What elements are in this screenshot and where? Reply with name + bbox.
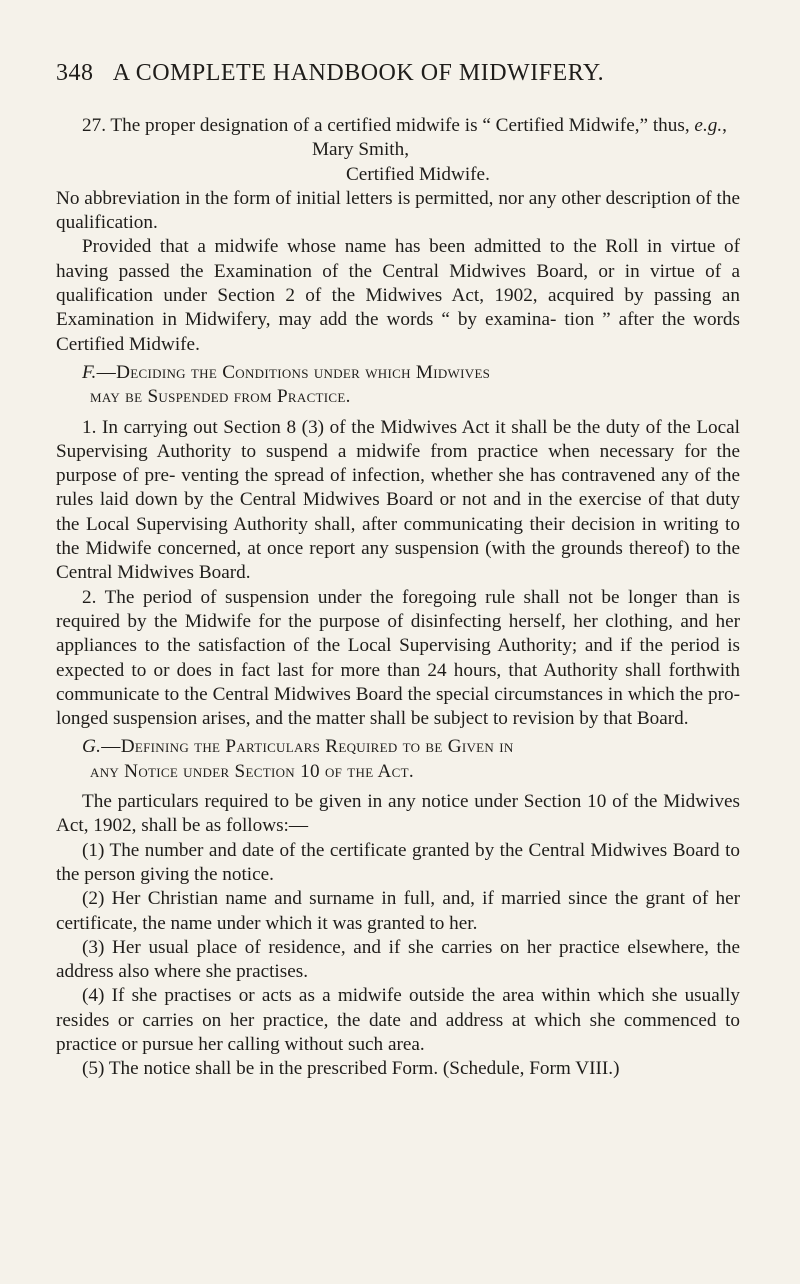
section-g-item-2: (2) Her Christian name and surname in full, and, if married since the grant of her certificate, the name under which it was granted to her. (56, 888, 740, 934)
section-f-letter: F. (82, 361, 97, 383)
signature-name: Mary Smith, (312, 139, 410, 161)
section-f-title-line2: may be Suspended from Practice. (90, 386, 351, 408)
book-page (56, 58, 740, 1082)
section-g-item-1: (1) The number and date of the certificate granted by the Central Midwives Board to the person giving the notice. (56, 839, 740, 885)
signature-example (56, 138, 740, 187)
section-g-letter: G. (82, 736, 102, 758)
section-g-intro: The particulars required to be given in any notice under Section 10 of the Midwives Act, 1902, shall be as follows:— (56, 791, 740, 837)
section-f-title-line1: —Deciding the Conditions under which Midwives (96, 361, 491, 383)
running-title: A COMPLETE HANDBOOK OF MIDWIFERY. (112, 60, 605, 86)
page-body (56, 114, 740, 1082)
paragraph-27 (56, 114, 740, 138)
paragraph-27-end: , (722, 115, 727, 136)
section-g-title-line2: any Notice under Section 10 of the Act. (90, 760, 414, 782)
section-f-heading (56, 361, 740, 410)
section-f-paragraph-2: 2. The period of suspension under the foregoing rule shall not be longer than is required by the Midwife for the purpose of disinfecting herself, her clothing, and her appliances to the satisfaction of the Local Supervising Authority; and if the period is expected to or does in fact last for more than 24 hours, that Authority shall forthwith communicate to the Central Midwives Board the special circumstances in which the pro- longed suspension arises, and the matter shall be subject to revision by that Board. (56, 586, 740, 730)
paragraph-provided: Provided that a midwife whose name has been admitted to the Roll in virtue of having passed the Examination of the Central Midwives Board, or in virtue of a qualification under Section 2 of the Midwives Act, 1902, acquired by passing an Examination in Midwifery, may add the words “ by examina- tion ” after the words Certified Midwife. (56, 236, 740, 355)
eg-abbreviation: e.g. (694, 115, 723, 136)
section-g-heading (56, 735, 740, 784)
paragraph-27-text: 27. The proper designation of a certified midwife is “ Certified Midwife,” thus, (82, 115, 695, 136)
running-header (56, 58, 740, 88)
section-g-item-5: (5) The notice shall be in the prescribed Form. (Schedule, Form VIII.) (82, 1058, 620, 1080)
section-g-item-3: (3) Her usual place of residence, and if she carries on her practice elsewhere, the address also where she practises. (56, 936, 740, 983)
signature-title: Certified Midwife. (346, 163, 490, 185)
section-g-title-line1: —Defining the Particulars Required to be Given in (101, 736, 514, 758)
paragraph-abbreviation: No abbreviation in the form of initial letters is permitted, nor any other description of the qualification. (56, 187, 740, 234)
section-f-paragraph-1: 1. In carrying out Section 8 (3) of the Midwives Act it shall be the duty of the Local Supervising Authority to suspend a midwife from practice when necessary for the purpose of pre- venting the spread of infection, whether she has contravened any of the rules laid down by the Central Midwives Board or not and in the exercise of that duty the Local Supervising Authority shall, after communicating their decision in writing to the Midwife concerned, at once report any suspension (with the grounds thereof) to the Central Midwives Board. (56, 416, 740, 584)
page-number: 348 (56, 60, 94, 86)
section-g-item-4: (4) If she practises or acts as a midwife outside the area within which she usually resides or carries on her practice, the date and address at which she commenced to practice or pursue her calling without such area. (56, 985, 740, 1055)
